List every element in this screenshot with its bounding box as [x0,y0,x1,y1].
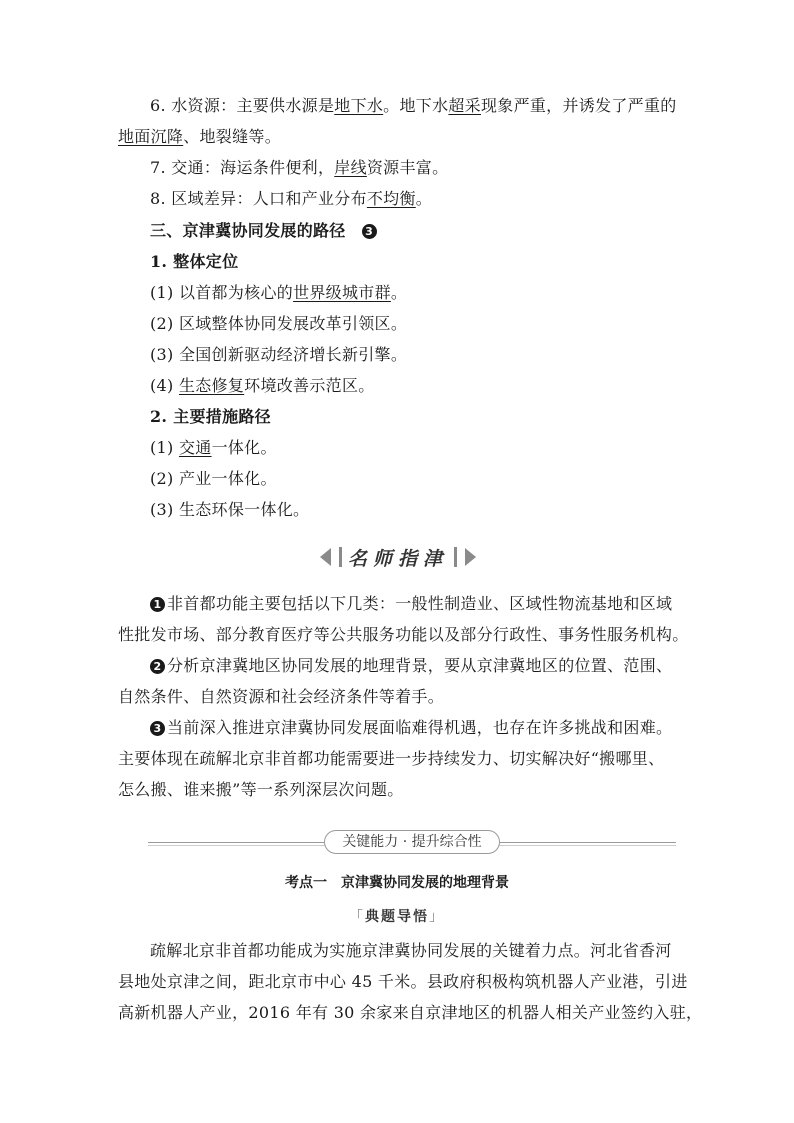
item-8-region [150,188,432,210]
passage-line-2: 县地处京津之间，距北京市中心 45 千米。县政府积极构筑机器人产业港，引进 [118,972,688,991]
position-4-blank: 生态修复 [178,376,245,395]
tip-2-line-1 [150,655,672,677]
item-7-text: 7. 交通：海运条件便利， [150,158,335,177]
item-8-text-2: 。 [415,189,433,208]
banner-left-arrow-icon [320,548,331,566]
divider-rule-right [496,842,676,843]
subsection-2-heading: 2. 主要措施路径 [150,407,271,426]
tip-1-line-2: 性批发市场、部分教育医疗等公共服务功能以及部分行政性、事务性服务机构。 [118,625,689,644]
tip-2-text: 分析京津冀地区协同发展的地理背景，要从京津冀地区的位置、范围、 [167,656,673,675]
tip-1-line-1 [150,593,672,615]
bracket-close: 」 [429,909,445,925]
position-2: (2) 区域整体协同发展改革引领区。 [150,314,408,333]
tip-1-text: 非首都功能主要包括以下几类：一般性制造业、区域性物流基地和区域 [167,594,673,613]
exam-point-title: 考点一 京津冀协同发展的地理背景 [285,875,509,891]
item-7-text-2: 资源丰富。 [366,158,449,177]
passage-line-3: 高新机器人产业，2016 年有 30 余家来自京津地区的机器人相关产业签约入驻， [118,1003,703,1022]
note-marker-2: 2 [150,659,165,674]
way-1-blank: 交通 [178,438,212,457]
banner-title: 名师指津 [347,547,448,570]
tip-3-line-1 [150,717,672,739]
example-guide-label: 典题导悟 [365,909,429,925]
way-1-text: (1) [150,438,179,457]
banner-right-bar [454,547,457,567]
divider-rule-left-shadow [148,845,328,846]
divider-rule-left [148,842,328,843]
way-3: (3) 生态环保一体化。 [150,500,310,519]
position-3: (3) 全国创新驱动经济增长新引擎。 [150,345,408,364]
position-1 [150,282,407,304]
tip-3-text: 当前深入推进京津冀协同发展面临难得机遇，也存在许多挑战和困难。 [167,718,673,737]
section-divider [148,830,676,856]
tip-3-line-3: 怎么搬、谁来搬”等一系列深层次问题。 [118,780,404,799]
item-7-blank: 岸线 [334,158,367,177]
position-1-text-2: 。 [390,283,408,302]
item-6-text-4: 、地裂缝等。 [183,127,282,146]
divider-label: 关键能力 · 提升综合性 [324,830,500,854]
way-2: (2) 产业一体化。 [150,469,277,488]
note-marker-3: 3 [362,224,377,239]
item-8-text: 8. 区域差异：人口和产业分布 [150,189,367,208]
item-6-continued [118,126,281,148]
item-6-blank-2: 超采 [448,96,481,115]
item-6-text-3: 现象严重，并诱发了严重的 [480,96,677,115]
tip-2-line-2: 自然条件、自然资源和社会经济条件等着手。 [118,687,445,706]
passage-line-1: 疏解北京非首都功能成为实施京津冀协同发展的关键着力点。河北省香河 [150,941,672,960]
position-4-text-2: 环境改善示范区。 [244,376,375,395]
tip-3-line-2: 主要体现在疏解北京非首都功能需要进一步持续发力、切实解决好“搬哪里、 [118,749,665,768]
section-3-heading [150,220,379,242]
item-6-water [150,95,677,117]
item-6-blank-3: 地面沉降 [118,127,184,146]
position-1-blank: 世界级城市群 [293,283,391,302]
item-6-text-2: 。地下水 [383,96,449,115]
bracket-open: 「 [349,909,365,925]
section-3-title: 三、京津冀协同发展的路径 [150,221,346,240]
example-guide-title [0,907,794,927]
teacher-tips-banner [318,542,478,572]
item-8-blank: 不均衡 [366,189,416,208]
subsection-1-heading: 1. 整体定位 [150,252,239,271]
banner-left-bar [339,547,342,567]
note-marker-3b: 3 [150,721,165,736]
divider-rule-right-shadow [496,845,676,846]
way-1-text-2: 一体化。 [211,438,277,457]
banner-right-arrow-icon [465,548,476,566]
position-4 [150,375,375,397]
position-1-text: (1) 以首都为核心的 [150,283,294,302]
way-1 [150,437,277,459]
item-7-transport [150,157,448,179]
item-6-blank-1: 地下水 [334,96,384,115]
position-4-text: (4) [150,376,179,395]
note-marker-1: 1 [150,597,165,612]
item-6-text: 6. 水资源：主要供水源是 [150,96,335,115]
